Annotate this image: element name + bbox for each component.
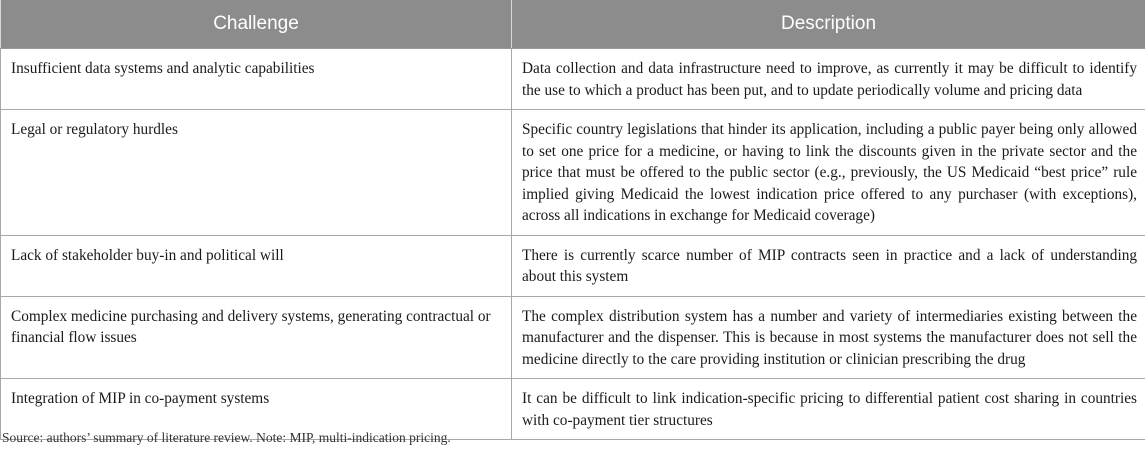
challenge-cell: Legal or regulatory hurdles [1, 110, 512, 236]
table-row [1, 235, 1145, 296]
table-row [1, 49, 1145, 110]
table-row [1, 110, 1145, 236]
challenge-cell: Insufficient data systems and analytic capabilities [1, 49, 512, 110]
header-challenge: Challenge [1, 0, 512, 49]
challenge-cell: Integration of MIP in co-payment systems [1, 379, 512, 440]
description-cell: It can be difficult to link indication-specific pricing to differential patient cost sharing in countries with co-payment tier structures [512, 379, 1145, 440]
description-cell: The complex distribution system has a number and variety of intermediaries existing between the manufacturer and the dispenser. This is because in most systems the manufacturer does not sell the medicine directly to the care providing institution or clinician prescribing the drug [512, 296, 1145, 379]
description-cell: Data collection and data infrastructure need to improve, as currently it may be difficult to identify the use to which a product has been put, and to update periodically volume and pricing data [512, 49, 1145, 110]
header-description: Description [512, 0, 1145, 49]
description-cell: There is currently scarce number of MIP contracts seen in practice and a lack of understanding about this system [512, 235, 1145, 296]
description-cell: Specific country legislations that hinder its application, including a public payer being only allowed to set one price for a medicine, or having to link the discounts given in the private sector and the price that must be offered to the public sector (e.g., previously, the US Medicaid “best price” rule implied giving Medicaid the lowest indication price offered to any purchaser (with exceptions), across all indications in exchange for Medicaid coverage) [512, 110, 1145, 236]
table-row [1, 296, 1145, 379]
challenge-cell: Complex medicine purchasing and delivery systems, generating contractual or financial flow issues [1, 296, 512, 379]
table-header-row [1, 0, 1145, 49]
table-footnote: Source: authors’ summary of literature review. Note: MIP, multi-indication pricing. [2, 430, 451, 445]
challenge-cell: Lack of stakeholder buy-in and political will [1, 235, 512, 296]
